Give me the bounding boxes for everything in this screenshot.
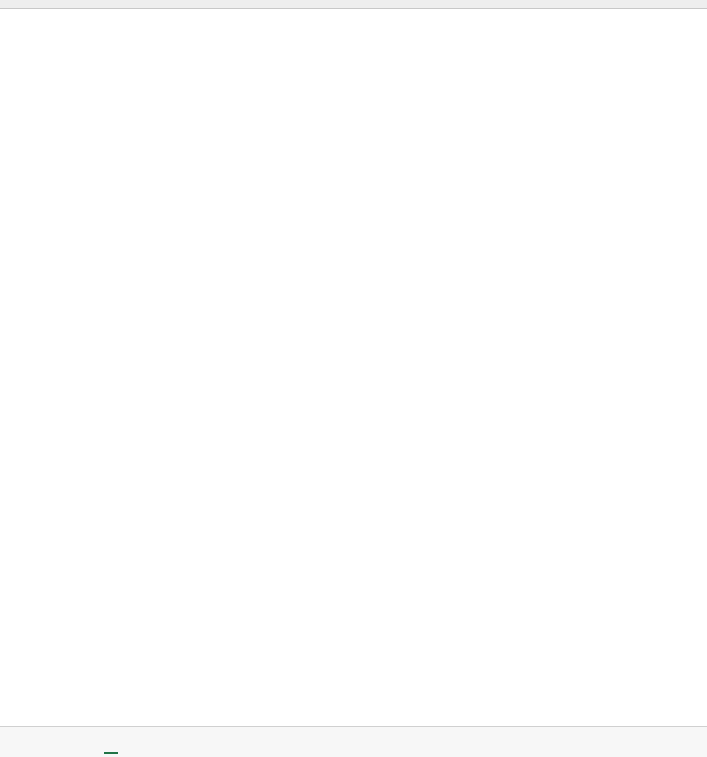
sheet-tab-bar bbox=[0, 726, 707, 757]
tab-sheet1[interactable] bbox=[104, 730, 118, 754]
column-header-bar bbox=[0, 0, 707, 9]
tab-sheet2[interactable] bbox=[168, 730, 182, 752]
